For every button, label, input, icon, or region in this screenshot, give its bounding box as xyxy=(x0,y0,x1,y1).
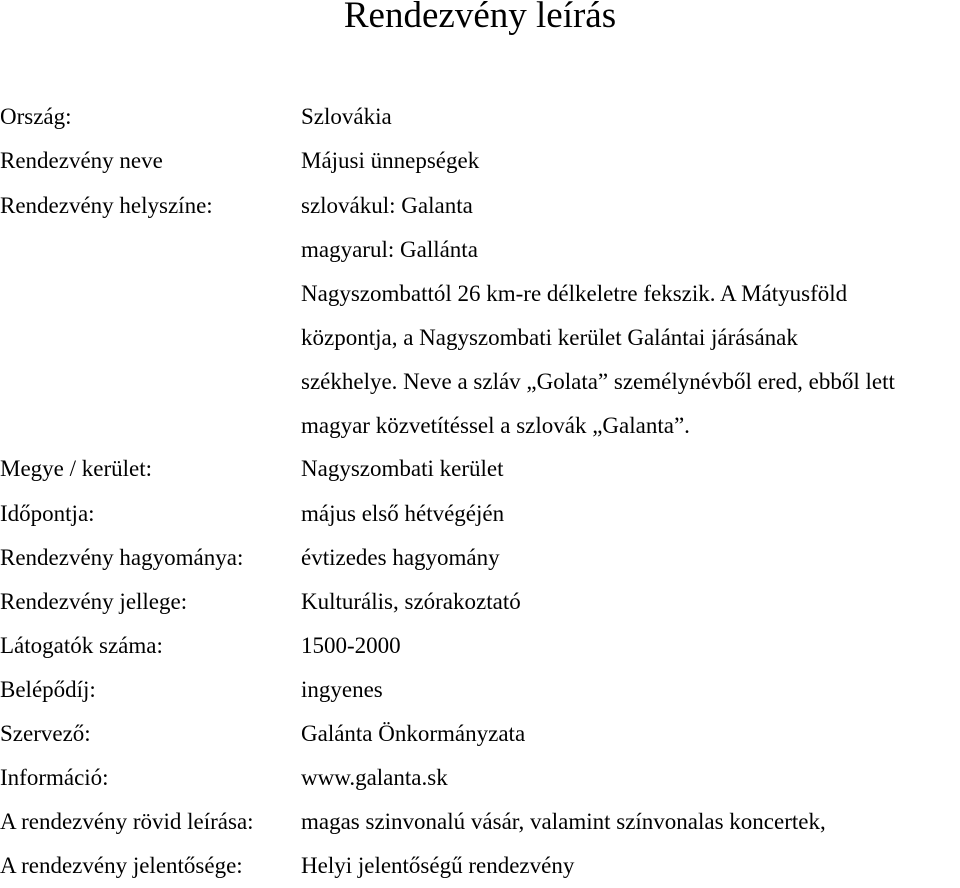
field-row-helyszin-cont-2 xyxy=(0,272,960,316)
field-value: magyar közvetítéssel a szlovák „Galanta”. xyxy=(301,413,690,438)
field-row-helyszin-cont-1 xyxy=(0,228,960,272)
field-label: Információ: xyxy=(0,765,109,790)
field-value: Kulturális, szórakoztató xyxy=(301,589,521,614)
field-label: A rendezvény jelentősége: xyxy=(0,853,243,878)
field-row-megye xyxy=(0,447,960,491)
field-value: Galánta Önkormányzata xyxy=(301,721,526,746)
field-value: magas szinvonalú vásár, valamint színvonalas koncertek, xyxy=(301,809,826,834)
field-value: Szlovákia xyxy=(301,104,392,129)
field-value: magyarul: Gallánta xyxy=(301,237,478,262)
field-row-hagyomany xyxy=(0,536,960,580)
field-value: központja, a Nagyszombati kerület Galántai járásának xyxy=(301,325,798,350)
field-label: Ország: xyxy=(0,104,72,129)
field-label: Szervező: xyxy=(0,721,91,746)
field-row-orszag xyxy=(0,95,960,139)
field-label: Rendezvény hagyománya: xyxy=(0,545,244,570)
field-row-informacio xyxy=(0,756,960,800)
field-row-szervezo xyxy=(0,712,960,756)
field-value: 1500-2000 xyxy=(301,633,401,658)
field-value: május első hétvégéjén xyxy=(301,501,505,526)
field-value: szlovákul: Galanta xyxy=(301,193,473,218)
field-row-jelentoseg xyxy=(0,844,960,888)
field-row-rendezveny-neve xyxy=(0,139,960,183)
field-value: székhelye. Neve a szláv „Golata” személynévből ered, ebből lett xyxy=(301,369,895,394)
field-label: A rendezvény rövid leírása: xyxy=(0,809,254,834)
field-label: Rendezvény helyszíne: xyxy=(0,193,213,218)
field-label: Rendezvény jellege: xyxy=(0,589,188,614)
field-value: Nagyszombati kerület xyxy=(301,456,504,481)
field-row-helyszin xyxy=(0,184,960,228)
field-value: ingyenes xyxy=(301,677,383,702)
field-label: Időpontja: xyxy=(0,501,95,526)
field-row-idopont xyxy=(0,492,960,536)
field-row-jelleg xyxy=(0,580,960,624)
field-label: Látogatók száma: xyxy=(0,633,163,658)
field-label: Rendezvény neve xyxy=(0,148,163,173)
field-row-helyszin-cont-3 xyxy=(0,316,960,360)
field-value: évtizedes hagyomány xyxy=(301,545,500,570)
field-row-rovid-leiras xyxy=(0,800,960,844)
field-value: Májusi ünnepségek xyxy=(301,148,480,173)
field-row-latogatok xyxy=(0,624,960,668)
field-row-helyszin-cont-4 xyxy=(0,360,960,404)
field-value: www.galanta.sk xyxy=(301,765,448,790)
field-label: Megye / kerület: xyxy=(0,456,153,481)
page-title: Rendezvény leírás xyxy=(343,0,617,36)
field-row-belepodij xyxy=(0,668,960,712)
field-value: Nagyszombattól 26 km-re délkeletre fekszik. A Mátyusföld xyxy=(301,281,848,306)
field-label: Belépődíj: xyxy=(0,677,96,702)
field-value: Helyi jelentőségű rendezvény xyxy=(301,853,575,878)
field-row-helyszin-cont-5 xyxy=(0,404,960,448)
